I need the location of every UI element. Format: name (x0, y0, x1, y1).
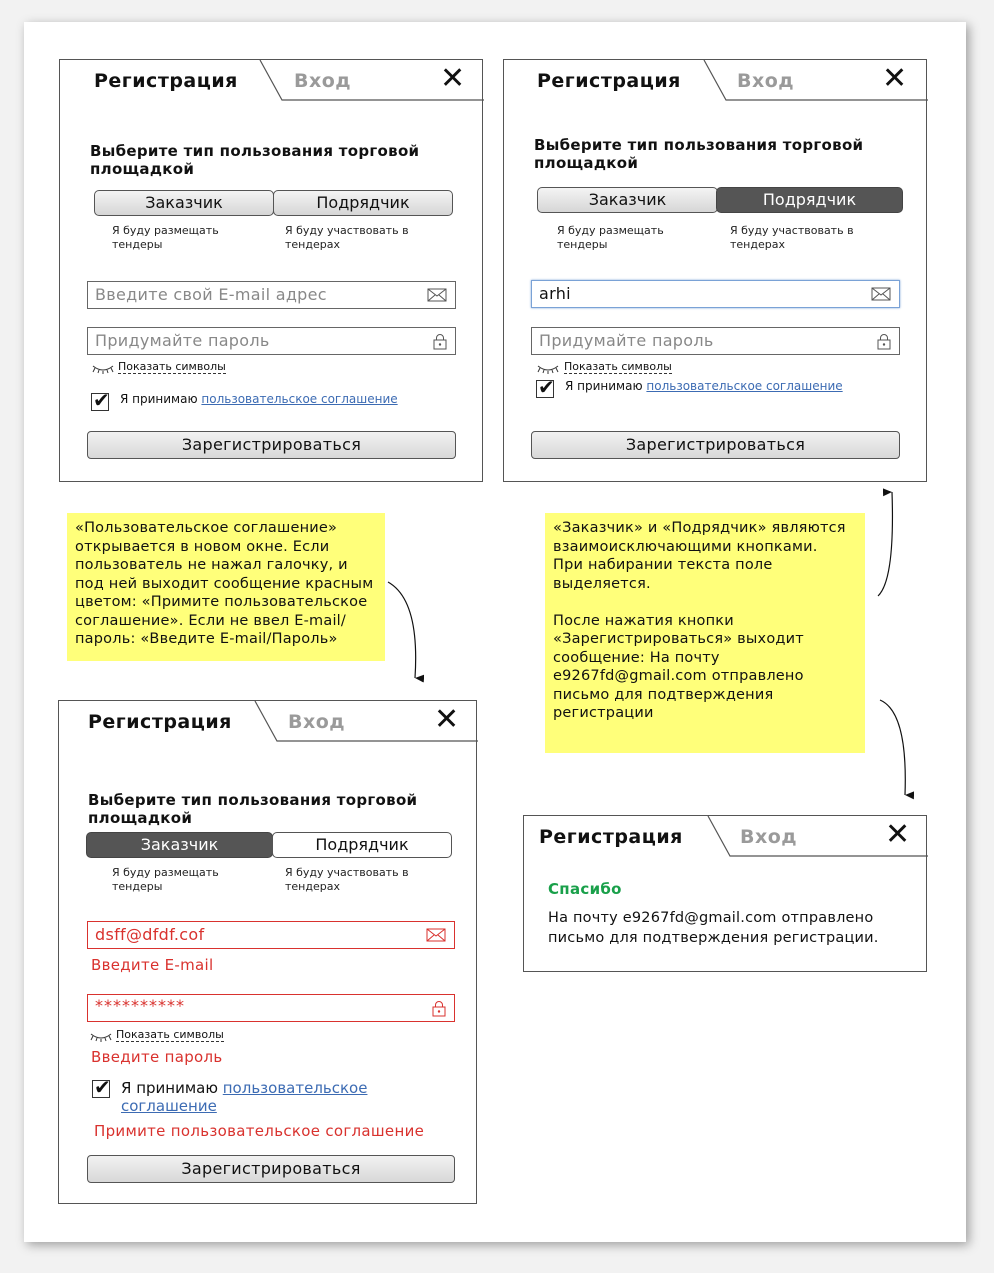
register-button[interactable]: Зарегистрироваться (531, 431, 900, 459)
arrow-icon (388, 582, 416, 678)
close-icon[interactable]: ✕ (882, 61, 908, 96)
note-line: соглашение». Если не ввел E-mail/ (75, 612, 346, 629)
arrow-icon (878, 492, 892, 596)
tab-login[interactable]: Вход (294, 70, 352, 92)
agreement-link[interactable]: пользовательское соглашение (646, 379, 843, 393)
note-line: цветом: «Примите пользовательское (75, 594, 368, 610)
note-line: открывается в новом окне. Если (75, 538, 330, 555)
note-line: под ней выходит сообщение красным (75, 575, 374, 592)
user-type-heading: Выберите тип пользования торговой площадкой (534, 136, 864, 172)
contractor-hint: Я буду участвовать в тендерах (730, 224, 854, 251)
confirmation-message-line2: письмо для подтверждения регистрации. (548, 930, 879, 946)
checkbox-check-icon: ✔ (538, 375, 555, 399)
agreement-link[interactable]: пользовательское (222, 1079, 368, 1097)
note-line: взаимоисключающими кнопками. (553, 538, 818, 555)
agreement-label: Я принимаю пользовательское соглашение (565, 379, 843, 393)
thanks-title: Спасибо (548, 880, 622, 898)
contractor-button[interactable]: Подрядчик (272, 832, 452, 858)
customer-button[interactable]: Заказчик (94, 190, 274, 216)
email-value: arhi (539, 284, 571, 303)
checkbox-check-icon: ✔ (94, 1075, 111, 1099)
user-type-heading: Выберите тип пользования торговой площадкой (88, 791, 418, 827)
note-line: e9267fd@gmail.com отправлено (553, 668, 804, 684)
password-placeholder: Придумайте пароль (539, 331, 714, 350)
tab-registration[interactable]: Регистрация (537, 70, 681, 92)
password-value: ********** (95, 996, 185, 1015)
tab-login[interactable]: Вход (740, 826, 798, 848)
password-placeholder: Придумайте пароль (95, 331, 270, 350)
agreement-label: Я принимаю пользовательское соглашение (121, 1079, 368, 1115)
customer-button[interactable]: Заказчик (537, 187, 718, 213)
customer-hint: Я буду размещать тендеры (557, 224, 664, 251)
checkbox-check-icon: ✔ (93, 388, 110, 412)
agreement-link[interactable]: пользовательское соглашение (201, 392, 398, 406)
register-button[interactable]: Зарегистрироваться (87, 431, 456, 459)
contractor-button[interactable]: Подрядчик (273, 190, 453, 216)
contractor-hint: Я буду участвовать в тендерах (285, 224, 409, 251)
note-line: «Зарегистрироваться» выходит (553, 631, 804, 647)
tab-registration[interactable]: Регистрация (94, 70, 238, 92)
customer-hint: Я буду размещать тендеры (112, 224, 219, 251)
close-icon[interactable]: ✕ (885, 817, 911, 852)
user-type-heading: Выберите тип пользования торговой площадкой (90, 142, 420, 178)
note-line: письмо для подтверждения (553, 686, 774, 703)
password-error: Введите пароль (91, 1048, 223, 1066)
note-line: «Пользовательское соглашение» (75, 520, 338, 536)
show-symbols-link[interactable]: Показать символы (564, 360, 672, 373)
note-line: регистрации (553, 705, 654, 721)
tab-registration[interactable]: Регистрация (539, 826, 683, 848)
show-symbols-link[interactable]: Показать символы (118, 360, 226, 373)
close-icon[interactable]: ✕ (440, 61, 466, 96)
tab-registration[interactable]: Регистрация (88, 711, 232, 733)
contractor-button[interactable]: Подрядчик (716, 187, 903, 213)
note-line: сообщение: На почту (553, 649, 720, 666)
email-error: Введите E-mail (91, 956, 214, 974)
note-line: пароль: «Введите E-mail/Пароль» (75, 631, 338, 647)
customer-button[interactable]: Заказчик (86, 832, 273, 858)
note-line: пользователь не нажал галочку, и (75, 557, 348, 573)
close-icon[interactable]: ✕ (434, 702, 460, 737)
customer-hint: Я буду размещать тендеры (112, 866, 219, 893)
note-line: выделяется. (553, 575, 651, 592)
tab-login[interactable]: Вход (737, 70, 795, 92)
show-symbols-link[interactable]: Показать символы (116, 1028, 224, 1041)
agreement-label: Я принимаю пользовательское соглашение (120, 392, 398, 406)
arrow-icon (880, 700, 905, 795)
confirmation-message-line1: На почту e9267fd@gmail.com отправлено (548, 910, 874, 926)
email-value: dsff@dfdf.cof (95, 925, 205, 944)
email-placeholder: Введите свой E-mail адрес (95, 285, 327, 304)
note-line: После нажатия кнопки (553, 612, 734, 629)
tab-login[interactable]: Вход (288, 711, 346, 733)
note-line: «Заказчик» и «Подрядчик» являются (553, 520, 846, 536)
agreement-link-cont[interactable]: соглашение (121, 1097, 217, 1115)
agreement-error: Примите пользовательское соглашение (94, 1122, 425, 1140)
contractor-hint: Я буду участвовать в тендерах (285, 866, 409, 893)
register-button[interactable]: Зарегистрироваться (87, 1155, 455, 1183)
note-line: При набирании текста поле (553, 557, 773, 573)
